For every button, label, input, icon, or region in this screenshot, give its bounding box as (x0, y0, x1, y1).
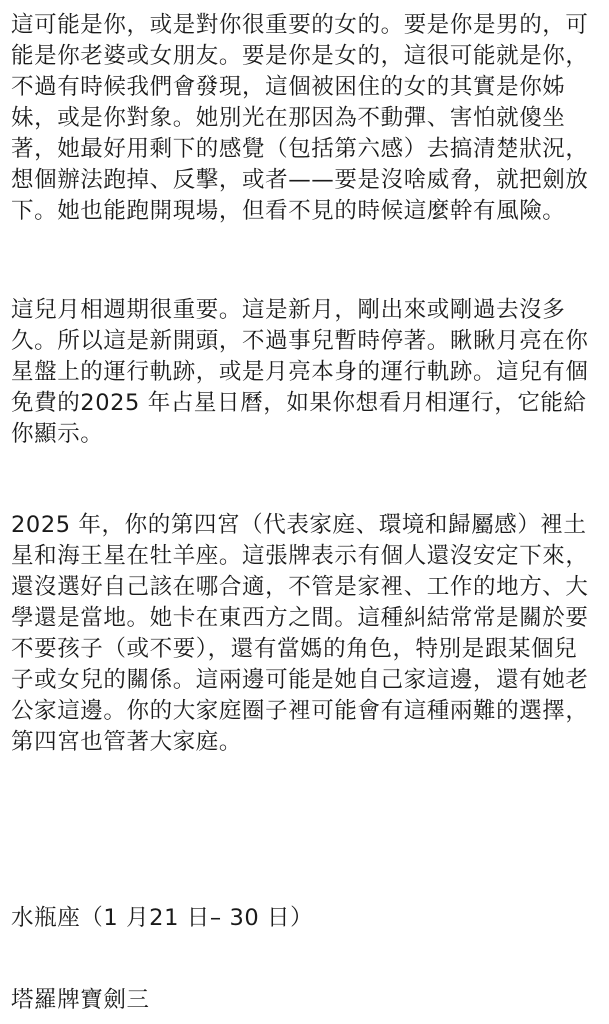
text-line: 星盤上的運行軌跡，或是月亮本身的運行軌跡。這兒有個 (11, 359, 589, 385)
text-line: 想個辦法跑掉、反擊，或者——要是沒啥威脅，就把劍放 (11, 167, 589, 193)
text-line: 星和海王星在牡羊座。這張牌表示有個人還沒安定下來， (11, 543, 589, 569)
text-line: 著，她最好用剩下的感覺（包括第六感）去搞清楚狀況， (11, 136, 589, 162)
text-line: 還沒選好自己該在哪合適，不管是家裡、工作的地方、大 (11, 574, 589, 600)
paragraph-moon-phase (11, 295, 601, 450)
text-line: 你顯示。 (11, 421, 104, 447)
text-line: 妹，或是你對象。她別光在那因為不動彈、害怕就傻坐 (11, 105, 566, 131)
text-line: 能是你老婆或女朋友。要是你是女的，這很可能就是你， (11, 43, 589, 69)
paragraph-trapped-woman (11, 10, 601, 227)
paragraph-fourth-house (11, 510, 601, 758)
heading-text: 水瓶座（1 月21 日– 30 日） (11, 905, 314, 931)
text-line: 下。她也能跑開現場，但看不見的時候這麼幹有風險。 (11, 198, 566, 224)
text-line: 不過有時候我們會發現，這個被困住的女的其實是你姊 (11, 74, 566, 100)
text-line: 免費的2025 年占星日曆，如果你想看月相運行，它能給 (11, 390, 587, 416)
section-heading-aquarius (11, 903, 601, 934)
card-title (11, 985, 601, 1016)
text-line: 子或女兒的關係。這兩邊可能是她自己家這邊，還有她老 (11, 667, 589, 693)
text-line: 第四宮也管著大家庭。 (11, 729, 243, 755)
text-line: 2025 年，你的第四宮（代表家庭、環境和歸屬感）裡土 (11, 512, 587, 538)
text-line: 這兒月相週期很重要。這是新月，剛出來或剛過去沒多 (11, 297, 566, 323)
text-line: 這可能是你，或是對你很重要的女的。要是你是男的，可 (11, 12, 589, 38)
text-line: 不要孩子（或不要），還有當媽的角色，特別是跟某個兒 (11, 636, 578, 662)
text-line: 學還是當地。她卡在東西方之間。這種糾結常常是關於要 (11, 605, 589, 631)
text-line: 公家這邊。你的大家庭圈子裡可能會有這種兩難的選擇， (11, 698, 589, 724)
text-line: 久。所以這是新開頭，不過事兒暫時停著。瞅瞅月亮在你 (11, 328, 589, 354)
card-title-text: 塔羅牌寶劍三 (11, 987, 150, 1013)
